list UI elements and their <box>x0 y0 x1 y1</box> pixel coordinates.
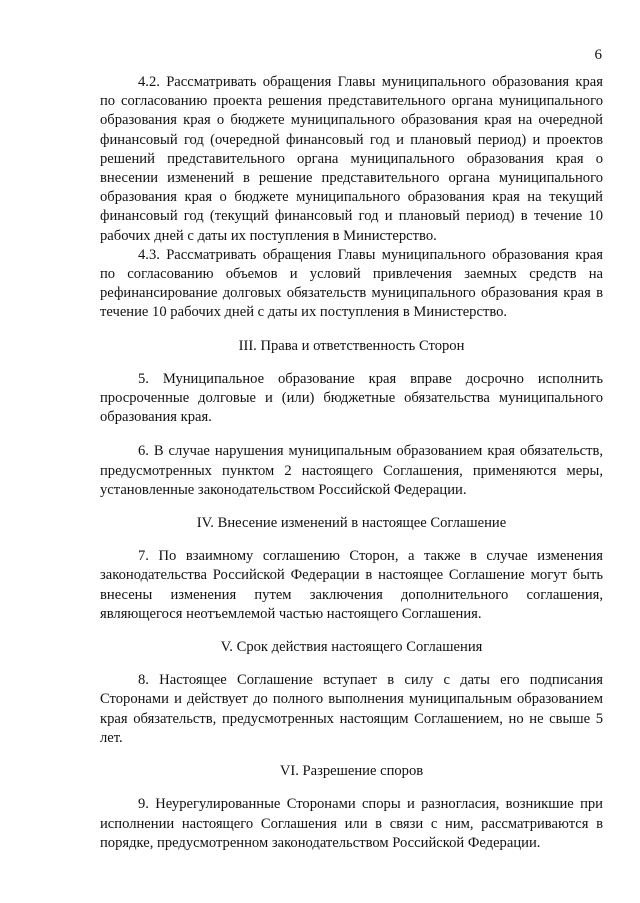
paragraph-4-2: 4.2. Рассматривать обращения Главы муниципального образования края по согласованию проекта решения представительного органа муниципального образования края о бюджете муниципального образования края на очередной финансовый год (очередной финансовый год и плановый период) и проектов решений представительного органа муниципального образования края о внесении изменений в решение представительного органа муниципального образования края о бюджете муниципального образования края на текущий финансовый год (текущий финансовый год и плановый период) в течение 10 рабочих дней с даты их поступления в Министерство. <box>100 74 603 244</box>
paragraph-6: 6. В случае нарушения муниципальным образованием края обязательств, предусмотренных пунктом 2 настоящего Соглашения, применяются меры, установленные законодательством Российской Федерации. <box>100 443 603 498</box>
paragraph-9: 9. Неурегулированные Сторонами споры и разногласия, возникшие при исполнении настоящего Соглашения или в связи с ним, рассматриваются в порядке, предусмотренном законодательством Российской Федерации. <box>100 796 603 851</box>
paragraph-5: 5. Муниципальное образование края вправе досрочно исполнить просроченные долговые и (или) бюджетные обязательства муниципального образования края. <box>100 370 603 426</box>
section-heading-6: VI. Разрешение споров <box>279 763 424 780</box>
paragraph-7: 7. По взаимному соглашению Сторон, а также в случае изменения законодательства Российской Федерации в настоящее Соглашение могут быть внесены изменения путем заключения дополнительного соглашения, являющегося неотъемлемой частью настоящего Соглашения. <box>100 548 603 622</box>
document-body <box>100 73 603 853</box>
section-heading-4: IV. Внесение изменений в настоящее Соглашение <box>196 515 507 532</box>
paragraph-8: 8. Настоящее Соглашение вступает в силу с даты его подписания Сторонами и действует до полного выполнения муниципальным образованием края обязательств, предусмотренных настоящим Соглашением, но не свыше 5 лет. <box>100 672 603 746</box>
page-number: 6 <box>594 47 602 63</box>
section-heading-3: III. Права и ответственность Сторон <box>238 337 465 354</box>
section-heading-5: V. Срок действия настоящего Соглашения <box>220 639 483 656</box>
paragraph-4-3: 4.3. Рассматривать обращения Главы муниципального образования края по согласованию объемов и условий привлечения заемных средств на рефинансирование долговых обязательств муниципального образования края в течение 10 рабочих дней с даты их поступления в Министерство. <box>100 246 603 321</box>
